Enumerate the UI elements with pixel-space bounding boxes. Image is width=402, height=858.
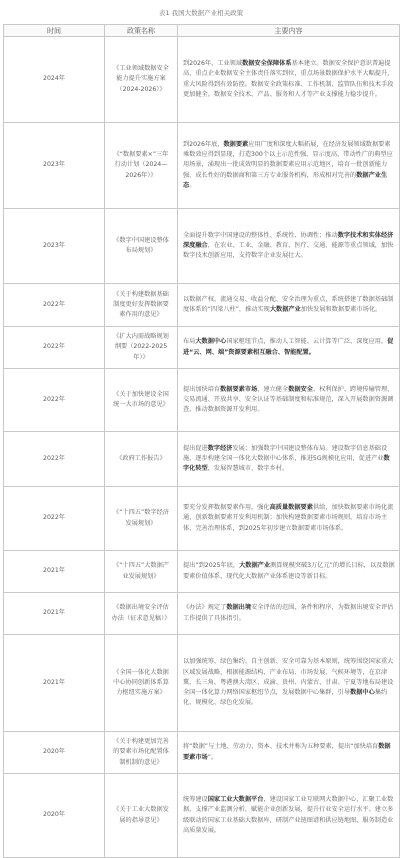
- content-text: 统筹建设: [183, 795, 208, 803]
- content-text: 布局: [183, 338, 196, 346]
- content-text: 应用广度和深度大幅拓展，在经济发展领域数据要素乘数效应得到显现，打造300个以上示范性强、显示度高、带动性广的典型应用场景，涌现出一批成效明显的数据要素应用示范地区，培育一批创新能力强、成长性好的数据商和第三方专业服务机构，形成相对完善的: [183, 140, 393, 179]
- content-text: 到2026年底，: [183, 140, 224, 148]
- keyword-highlight: 促进“云、网、端”资源要素相互融合、智能配置。: [183, 338, 394, 356]
- cell-main-content: [178, 732, 400, 774]
- cell-year: 2022年: [4, 432, 105, 487]
- content-text: 提出“到2025年底，: [183, 562, 240, 570]
- keyword-highlight: 数字经济: [207, 444, 233, 452]
- cell-policy-name: 《数字中国建设整体布局规划》: [105, 209, 178, 284]
- table-row: [4, 774, 400, 858]
- table-header-row: [4, 25, 400, 37]
- cell-year: 2020年: [4, 774, 105, 858]
- content-text: 以数据产权、流通交易、收益分配、安全治理为重点，系统搭建了数据基础制度体系的“四梁八柱”，推动实现: [183, 295, 394, 313]
- policy-table: [3, 24, 400, 858]
- cell-main-content: [178, 209, 400, 284]
- cell-main-content: [178, 635, 400, 732]
- keyword-highlight: 数据要素市场: [220, 385, 258, 393]
- cell-main-content: [178, 774, 400, 858]
- table-row: [4, 284, 400, 327]
- cell-policy-name: 《关于加快建设全国统一大市场的意见》: [105, 369, 178, 432]
- cell-main-content: [178, 123, 400, 209]
- keyword-highlight: 数字化转型: [183, 454, 390, 473]
- cell-year: 2022年: [4, 327, 105, 369]
- content-text: ”。: [207, 753, 218, 761]
- content-text: 提出加快培育: [183, 385, 221, 393]
- cell-policy-name: 《扩大内需战略规划纲要（2022-2025年）》: [105, 327, 178, 369]
- keyword-highlight: 数据中心: [350, 689, 375, 697]
- keyword-highlight: 高质量数据要素: [269, 504, 313, 512]
- cell-year: 2023年: [4, 123, 105, 209]
- content-text: 测算规模突破3万亿元”的增长目标，以及数据要素价值体系、现代化大数据产业体系建设等新目标。: [183, 562, 395, 580]
- table-row: [4, 123, 400, 209]
- cell-year: 2021年: [4, 593, 105, 635]
- cell-year: 2023年: [4, 209, 105, 284]
- content-text: ，建立健全: [257, 385, 289, 393]
- content-text: 要充分发挥数据要素作用，强化: [183, 504, 270, 512]
- keyword-highlight: 数据产业生态: [183, 171, 388, 189]
- cell-main-content: [178, 593, 400, 635]
- cell-policy-name: 《关于工业大数据发展的指导意见》: [105, 774, 178, 858]
- cell-policy-name: 《工业领域数据安全能力提升实施方案（2024-2026）》: [105, 37, 178, 123]
- cell-policy-name: 《“数据要素×”三年行动计划（2024—2026年）》: [105, 123, 178, 209]
- cell-policy-name: 《数据出境安全评估办法（征求意见稿）》: [105, 593, 178, 635]
- content-text: 国家枢纽节点，推动人工智能、云计算等广泛、深度应用，: [226, 338, 388, 346]
- cell-main-content: [178, 487, 400, 551]
- cell-policy-name: 《“十四五”数字经济发展规划》: [105, 487, 178, 551]
- table-row: [4, 432, 400, 487]
- content-text: 安全评估的范围、条件和程序，为数据出境安全评估工作提供了具体指引。: [183, 604, 394, 622]
- content-text: 《办法》规定了: [183, 604, 227, 612]
- cell-year: 2022年: [4, 487, 105, 551]
- keyword-highlight: 大数据产业: [239, 562, 271, 570]
- table-row: [4, 37, 400, 123]
- content-text: ，建设国家工业互联网大数据中心，汇聚工业数据，支撑产业监测分析，赋能企业创新发展，提升行业安全运行水平。建立多级联动的国家工业基础大数据库，研制产业链图谱和供应链地图，服务制造业高质量发展。: [183, 795, 394, 834]
- keyword-highlight: 国家工业大数据平台: [207, 795, 264, 803]
- table-row: [4, 209, 400, 284]
- cell-policy-name: 《政府工作报告》: [105, 432, 178, 487]
- keyword-highlight: 数据安全: [288, 385, 313, 393]
- keyword-highlight: 大数据产业: [269, 306, 301, 313]
- cell-main-content: [178, 432, 400, 487]
- content-text: 供给，加快数据要素市场化流通，创新数据要素开发利用机制；加快构建数据要素市场规则，培育市场主体、完善治理体系，到2025年初步建立数据要素市场体系。: [183, 504, 394, 532]
- content-text: 将“数据”与土地、劳动力、资本、技术并称为五种要素，提出“加快培育: [183, 743, 379, 751]
- content-text: 、权利保护、跨境传输管理、交易流通、开放共享、安全认证等基础制度和标准规范，深入开展数据资源调查，推动数据资源开发利用。: [183, 385, 394, 414]
- content-text: 基本建立。数据安全保护意识普遍提高，重点企业数据安全主体责任落实到位，重点场景数据保护水平大幅提升，重大风险得到有效防控。数据安全政策标准、工作机制、监管队伍和技术手段更加健全。数据安全技术、产品、服务和人才等产业支撑能力稳步提升。: [183, 59, 394, 98]
- header-policy-name: 政策名称: [105, 25, 178, 37]
- cell-year: 2022年: [4, 284, 105, 327]
- content-text: 以加强统筹、绿色集约、自主创新、安全可靠为基本原则，统筹围绕国家重大区域发展战略，根据能源结构、产业布局、市场发展、气候环境等，在京津冀、长三角、粤港澳大湾区、成渝、贵州、内蒙古、甘肃、宁夏等地布局建设全国一体化算力网络国家枢纽节点，发展数据中心集群，引导: [183, 658, 394, 697]
- cell-main-content: [178, 284, 400, 327]
- content-text: 全面提升数字中国建设的整体性、系统性、协调性；推动: [183, 231, 338, 239]
- table-row: [4, 593, 400, 635]
- cell-year: 2020年: [4, 732, 105, 774]
- content-text: 提出促进: [183, 444, 208, 452]
- cell-main-content: [178, 551, 400, 593]
- keyword-highlight: 数据要素市场: [183, 743, 391, 761]
- cell-year: 2024年: [4, 37, 105, 123]
- cell-main-content: [178, 37, 400, 123]
- content-text: ，在农业、工业、金融、教育、医疗、交通、能源等重点领域，加快数字技术创新应用，支持数字企业发展壮大。: [183, 241, 394, 260]
- cell-main-content: [178, 327, 400, 369]
- cell-policy-name: 《关于构建数据基础制度更好发挥数据要素作用的意见》: [105, 284, 178, 327]
- header-main-content: 主要内容: [178, 25, 400, 37]
- cell-policy-name: 《“十四五”大数据产业发展规划》: [105, 551, 178, 593]
- table-row: [4, 635, 400, 732]
- keyword-highlight: 大数据中心: [195, 338, 227, 346]
- cell-main-content: [178, 369, 400, 432]
- cell-year: 2021年: [4, 551, 105, 593]
- header-time: 时间: [4, 25, 105, 37]
- content-text: 集约化、规模化、绿色化发展。: [183, 689, 388, 707]
- table-row: [4, 732, 400, 774]
- content-text: ，发展智慧城市、数字乡村。: [207, 465, 289, 473]
- keyword-highlight: 数据要素: [223, 140, 249, 148]
- keyword-highlight: 数据安全保障体系: [242, 59, 292, 67]
- table-row: [4, 369, 400, 432]
- table-row: [4, 551, 400, 593]
- keyword-highlight: 数据出境: [226, 604, 252, 612]
- cell-policy-name: 《全国一体化大数据中心协同创新体系算力枢纽实施方案》: [105, 635, 178, 732]
- table-caption: 表1 我国大数据产业相关政策: [158, 9, 244, 17]
- content-text: 发展；加强数字中国建设整体布局。建设数字信息基础设施，逐步构建全国一体化大数据中心体系，推进5G规模化应用，促进产业: [183, 444, 388, 462]
- table-row: [4, 487, 400, 551]
- content-text: 。: [189, 181, 196, 189]
- content-text: 到2026年，工业领域: [183, 59, 243, 67]
- keyword-highlight: 数字技术和实体经济深度融合: [183, 231, 394, 249]
- cell-year: 2022年: [4, 369, 105, 432]
- content-text: 加快发展和数据要素市场化。: [300, 306, 382, 313]
- table-row: [4, 327, 400, 369]
- cell-policy-name: 《关于构建更加完善的要素市场化配置体制机制的意见》: [105, 732, 178, 774]
- cell-year: 2021年: [4, 635, 105, 732]
